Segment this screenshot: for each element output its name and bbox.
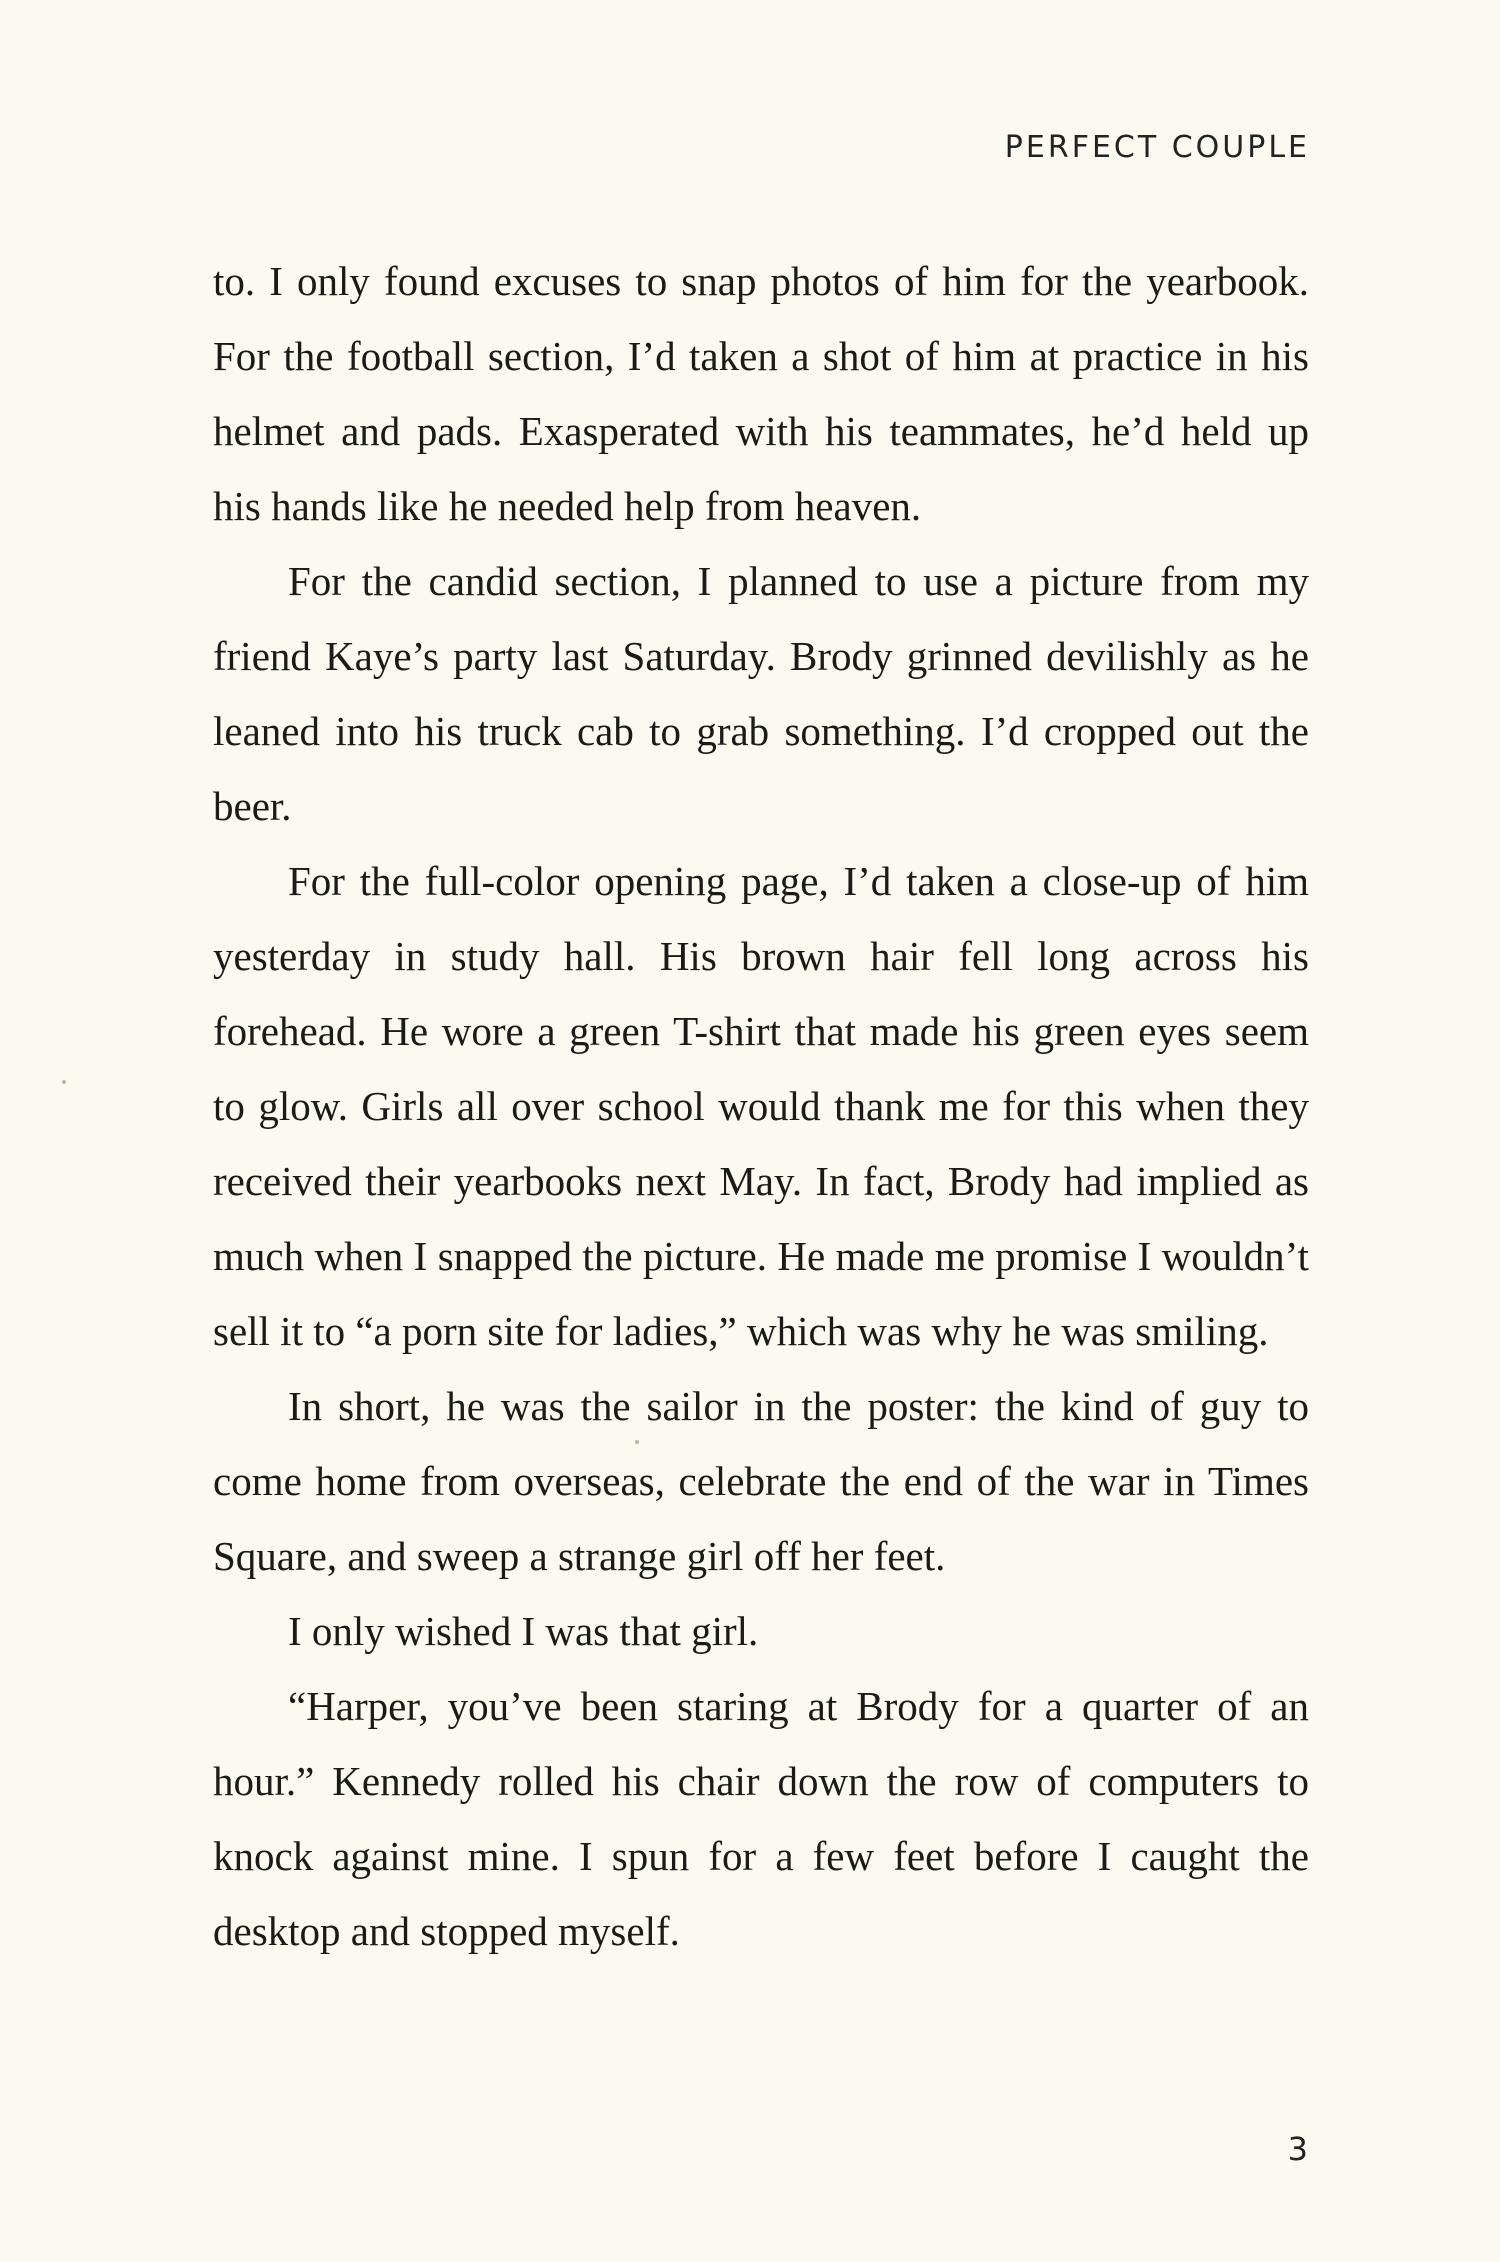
paper-speck: [635, 1440, 639, 1444]
page-number: 3: [1287, 2130, 1308, 2168]
paragraph-5: I only wished I was that girl.: [288, 1608, 759, 1654]
paragraph-4: In short, he was the sailor in the poster: the kind of guy to come home from overseas, celebrate the end of the war in Times Square, and sweep a strange girl off her feet.: [213, 1383, 1309, 1579]
body-text: [213, 244, 1309, 1969]
paragraph-3: For the full-color opening page, I’d taken a close-up of him yesterday in study hall. His brown hair fell long across his forehead. He wore a green T-shirt that made his green eyes seem to glow. Girls all over school would thank me for this when they received their yearbooks next May. In fact, Brody had implied as much when I snapped the picture. He made me promise I wouldn’t sell it to “a porn site for ladies,” which was why he was smiling.: [213, 858, 1309, 1354]
paper-speck: [62, 1080, 66, 1084]
paragraph-1: to. I only found excuses to snap photos of him for the yearbook. For the football section, I’d taken a shot of him at practice in his helmet and pads. Exasperated with his teammates, he’d held up his hands like he needed help from heaven.: [213, 258, 1309, 529]
running-head: PERFECT COUPLE: [1004, 130, 1310, 165]
paragraph-2: For the candid section, I planned to use a picture from my friend Kaye’s party last Saturday. Brody grinned devilishly as he leaned into his truck cab to grab something. I’d cropped out the beer.: [213, 558, 1309, 829]
paragraph-6: “Harper, you’ve been staring at Brody for a quarter of an hour.” Kennedy rolled his chair down the row of computers to knock against mine. I spun for a few feet before I caught the desktop and stopped myself.: [213, 1683, 1309, 1954]
